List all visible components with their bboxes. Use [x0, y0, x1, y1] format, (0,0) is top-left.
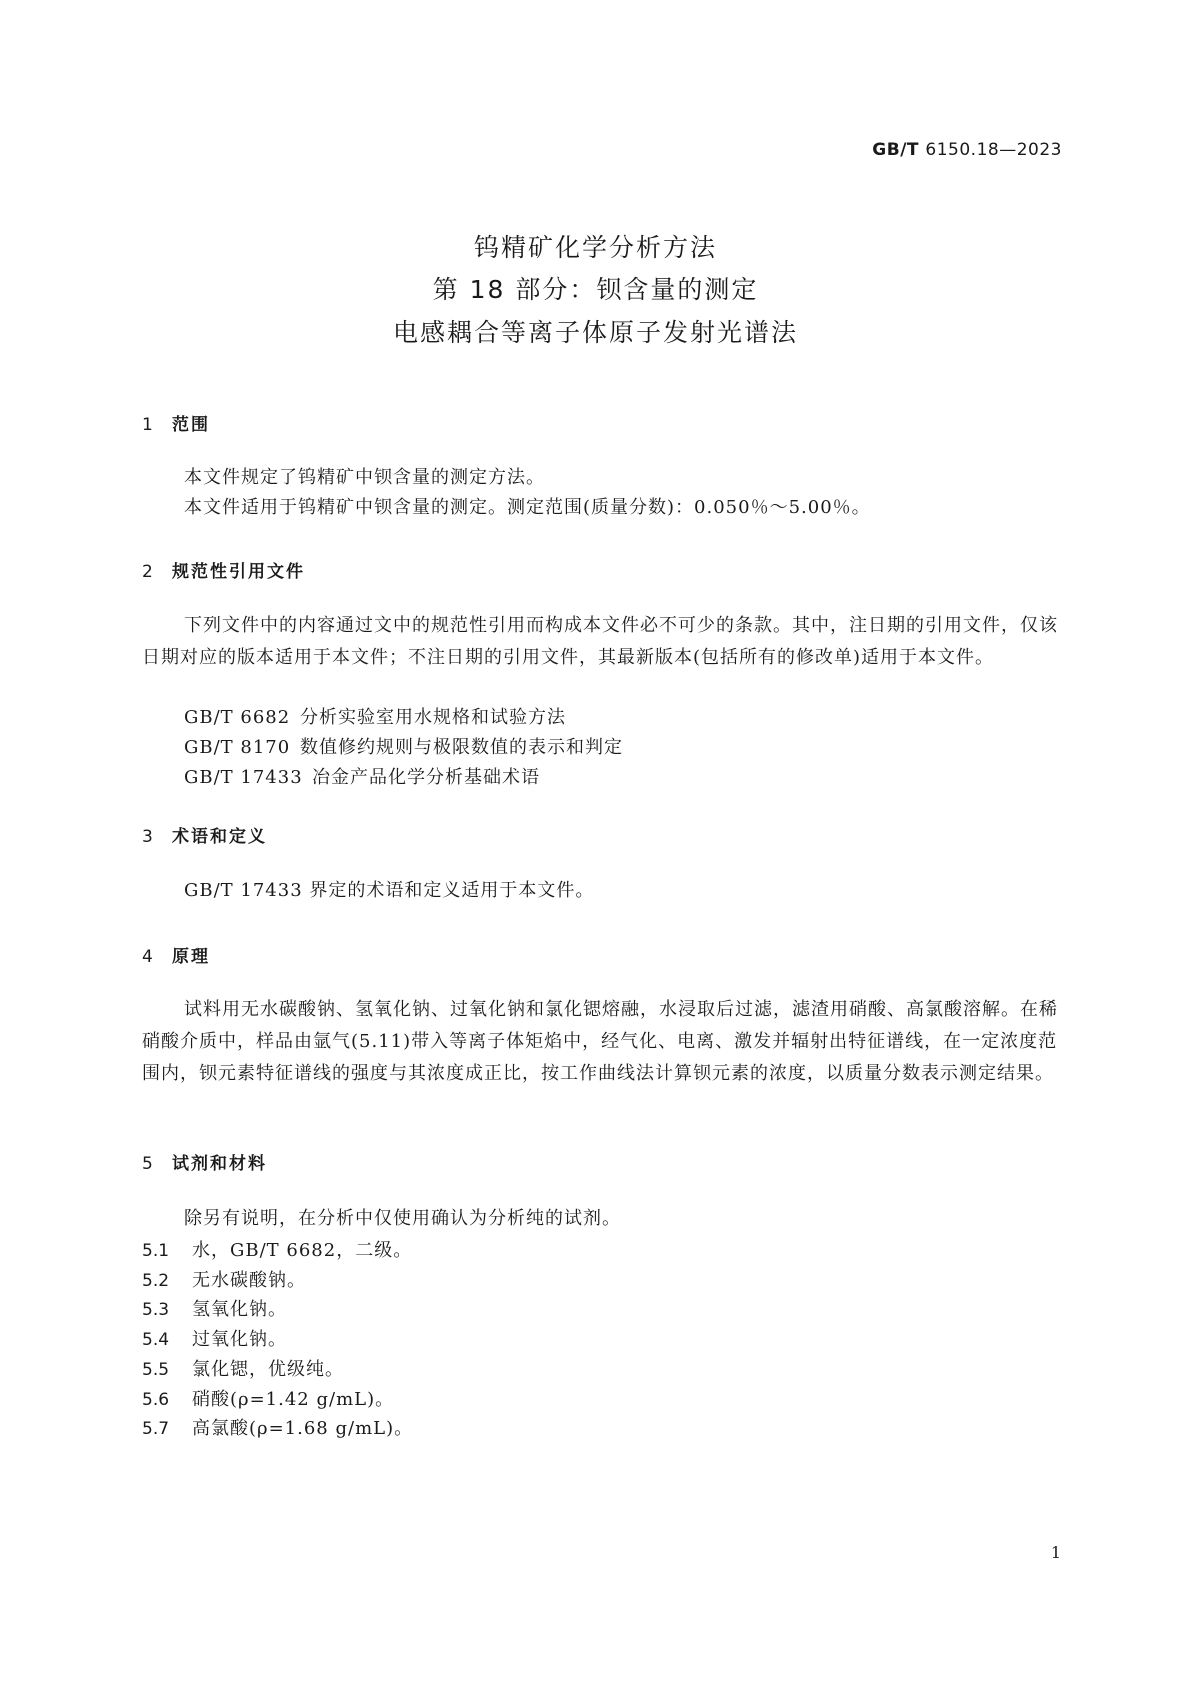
standard-number: 6150.18—2023 — [925, 140, 1062, 160]
item-text: 氯化锶，优级纯。 — [192, 1359, 344, 1380]
section-5-paragraph-1: 除另有说明，在分析中仅使用确认为分析纯的试剂。 — [184, 1208, 621, 1229]
section-4-heading — [142, 942, 210, 967]
title-line-2: 第 18 部分：钡含量的测定 — [432, 275, 759, 304]
reagent-item — [142, 1325, 287, 1351]
section-title: 原理 — [172, 947, 210, 967]
reagent-item — [142, 1295, 287, 1321]
reagent-item — [142, 1414, 413, 1440]
item-number: 5.3 — [142, 1300, 170, 1320]
section-title: 试剂和材料 — [172, 1154, 267, 1174]
section-1-paragraph-1: 本文件规定了钨精矿中钡含量的测定方法。 — [184, 467, 545, 488]
normative-reference — [184, 763, 540, 789]
item-text: 过氧化钠。 — [192, 1329, 287, 1350]
item-number: 5.4 — [142, 1330, 170, 1350]
item-number: 5.5 — [142, 1360, 170, 1380]
section-3-paragraph-1: GB/T 17433 界定的术语和定义适用于本文件。 — [184, 880, 595, 901]
title-line-3: 电感耦合等离子体原子发射光谱法 — [392, 318, 798, 347]
reagent-item — [142, 1355, 344, 1381]
item-text: 高氯酸(ρ=1.68 g/mL)。 — [192, 1418, 414, 1439]
standard-code — [872, 140, 1062, 160]
section-2-paragraph-1: 下列文件中的内容通过文中的规范性引用而构成本文件必不可少的条款。其中，注日期的引用文件，仅该日期对应的版本适用于本文件；不注日期的引用文件，其最新版本(包括所有的修改单)适用于本文件。 — [142, 615, 1058, 668]
reference-title: 冶金产品化学分析基础术语 — [312, 767, 540, 788]
reference-title: 数值修约规则与极限数值的表示和判定 — [300, 737, 623, 758]
normative-reference — [184, 703, 566, 729]
section-1-heading — [142, 410, 210, 435]
section-4-paragraph-1: 试料用无水碳酸钠、氢氧化钠、过氧化钠和氯化锶熔融，水浸取后过滤，滤渣用硝酸、高氯酸溶解。在稀硝酸介质中，样品由氩气(5.11)带入等离子体矩焰中，经气化、电离、激发并辐射出特征谱线，在一定浓度范围内，钡元素特征谱线的强度与其浓度成正比，按工作曲线法计算钡元素的浓度，以质量分数表示测定结果。 — [142, 999, 1058, 1084]
reagent-item — [142, 1266, 306, 1292]
section-2-heading — [142, 557, 305, 582]
reagent-item — [142, 1385, 394, 1411]
section-number: 2 — [142, 562, 155, 582]
section-number: 4 — [142, 947, 155, 967]
normative-reference — [184, 733, 623, 759]
reference-code: GB/T 8170 — [184, 737, 291, 758]
reference-code: GB/T 6682 — [184, 707, 291, 728]
section-number: 3 — [142, 827, 155, 847]
section-3-heading — [142, 822, 267, 847]
item-number: 5.7 — [142, 1419, 170, 1439]
section-title: 范围 — [172, 415, 210, 435]
reference-code: GB/T 17433 — [184, 767, 303, 788]
standard-prefix: GB/T — [872, 140, 919, 160]
item-text: 氢氧化钠。 — [192, 1299, 287, 1320]
item-number: 5.6 — [142, 1390, 170, 1410]
item-text: 水，GB/T 6682，二级。 — [192, 1240, 413, 1261]
item-number: 5.2 — [142, 1271, 170, 1291]
item-number: 5.1 — [142, 1241, 170, 1261]
reference-title: 分析实验室用水规格和试验方法 — [300, 707, 566, 728]
item-text: 无水碳酸钠。 — [192, 1270, 306, 1291]
section-number: 1 — [142, 415, 155, 435]
section-title: 规范性引用文件 — [172, 562, 305, 582]
item-text: 硝酸(ρ=1.42 g/mL)。 — [192, 1389, 395, 1410]
reagent-item — [142, 1236, 412, 1262]
section-5-heading — [142, 1149, 267, 1174]
section-1-paragraph-2: 本文件适用于钨精矿中钡含量的测定。测定范围(质量分数)：0.050％～5.00％。 — [184, 497, 871, 518]
title-line-1: 钨精矿化学分析方法 — [473, 233, 717, 262]
section-number: 5 — [142, 1154, 155, 1174]
page-number: 1 — [1050, 1543, 1061, 1562]
section-title: 术语和定义 — [172, 827, 267, 847]
